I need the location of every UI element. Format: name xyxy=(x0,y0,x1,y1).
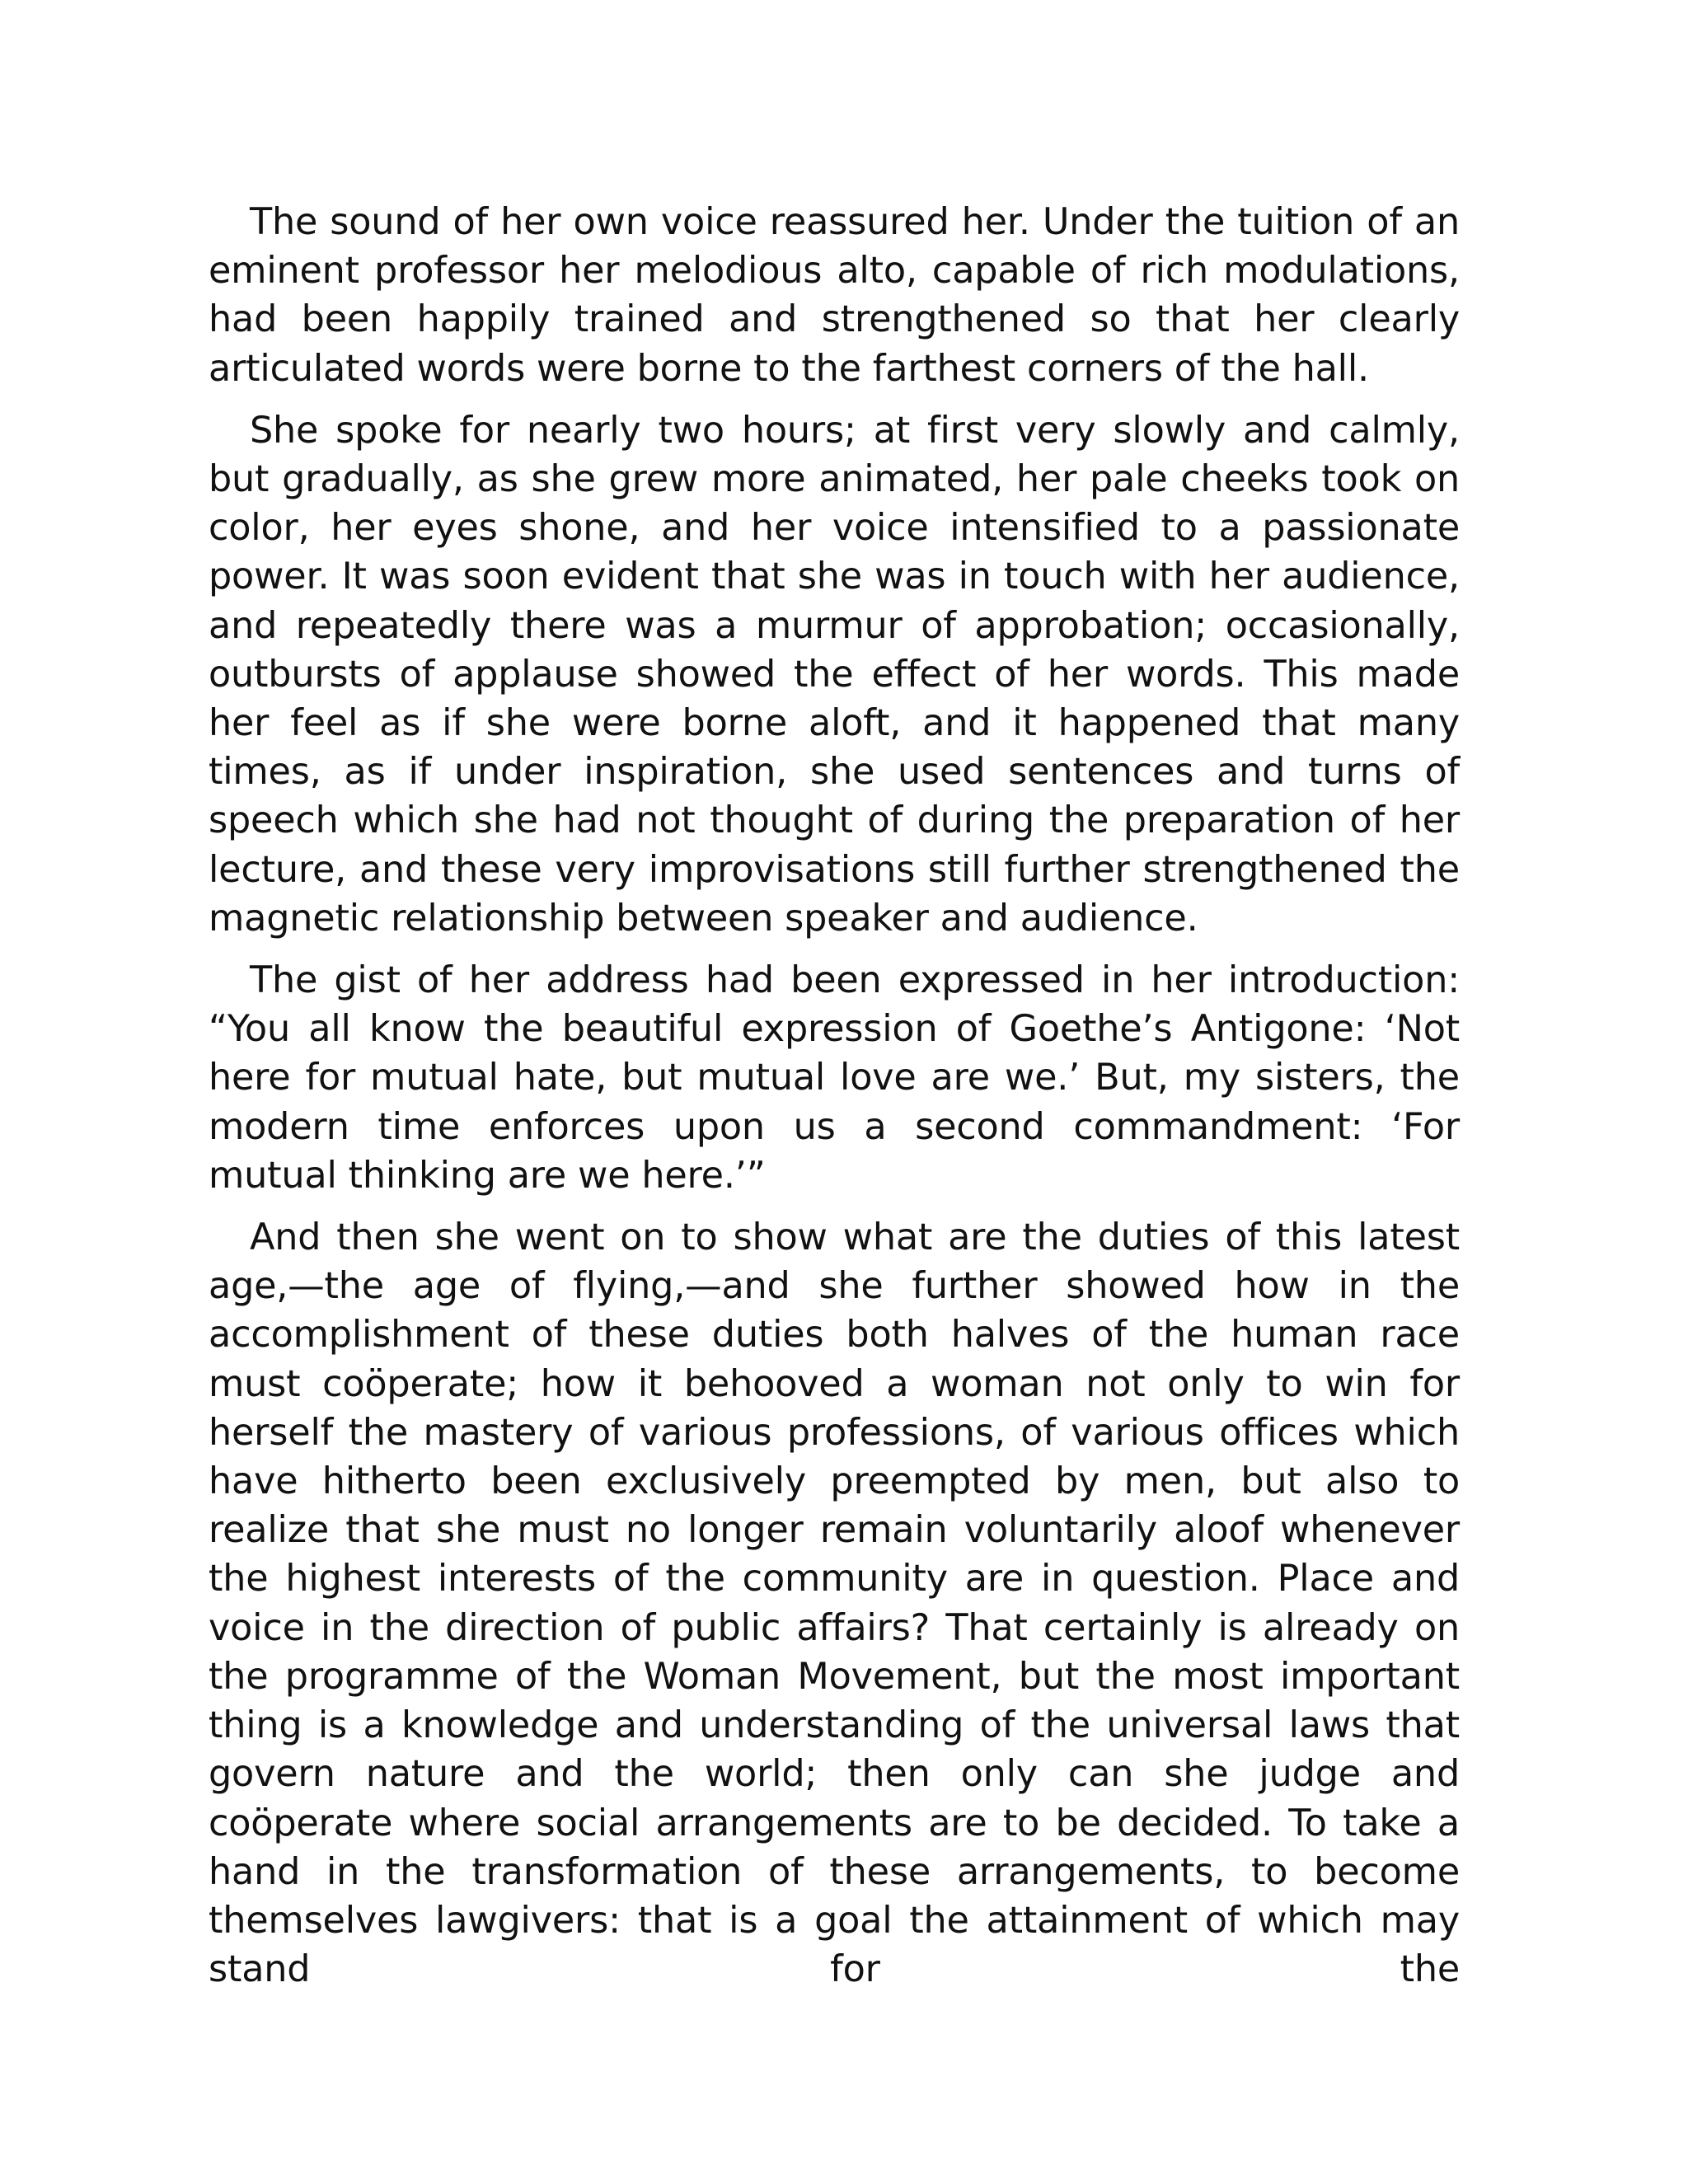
page-body xyxy=(209,198,1460,2007)
paragraph-3: The gist of her address had been expressed in her introduction: “You all know the beautiful expression of Goethe’s Antigone: ‘Not here for mutual hate, but mutual love are we.’ But, my sisters, the modern time enforces upon us a second commandment: ‘For mutual thinking are we here.’” xyxy=(209,959,1460,1197)
paragraph-4: And then she went on to show what are the duties of this latest age,—the age of flying,—and she further showed how in the accomplishment of these duties both halves of the human race must coöperate; how it behooved a woman not only to win for herself the mastery of various professions, of various offices which have hitherto been exclusively preempted by men, but also to realize that she must no longer remain voluntarily aloof whenever the highest interests of the community are in question. Place and voice in the direction of public affairs? That certainly is already on the programme of the Woman Movement, but the most important thing is a knowledge and understanding of the universal laws that govern nature and the world; then only can she judge and coöperate where social arrangements are to be decided. To take a hand in the transformation of these arrangements, to become themselves lawgivers: that is a goal the attainment of which may stand for the xyxy=(209,1216,1460,1991)
paragraph-1: The sound of her own voice reassured her. Under the tuition of an eminent professor her melodious alto, capable of rich modulations, had been happily trained and strengthened so that her clearly articulated words were borne to the farthest corners of the hall. xyxy=(209,201,1460,390)
paragraph-2: She spoke for nearly two hours; at first very slowly and calmly, but gradually, as she grew more animated, her pale cheeks took on color, her eyes shone, and her voice intensified to a passionate power. It was soon evident that she was in touch with her audience, and repeatedly there was a murmur of approbation; occasionally, outbursts of applause showed the effect of her words. This made her feel as if she were borne aloft, and it happened that many times, as if under inspiration, she used sentences and turns of speech which she had not thought of during the preparation of her lecture, and these very improvisations still further strengthened the magnetic relationship between speaker and audience. xyxy=(209,409,1460,940)
